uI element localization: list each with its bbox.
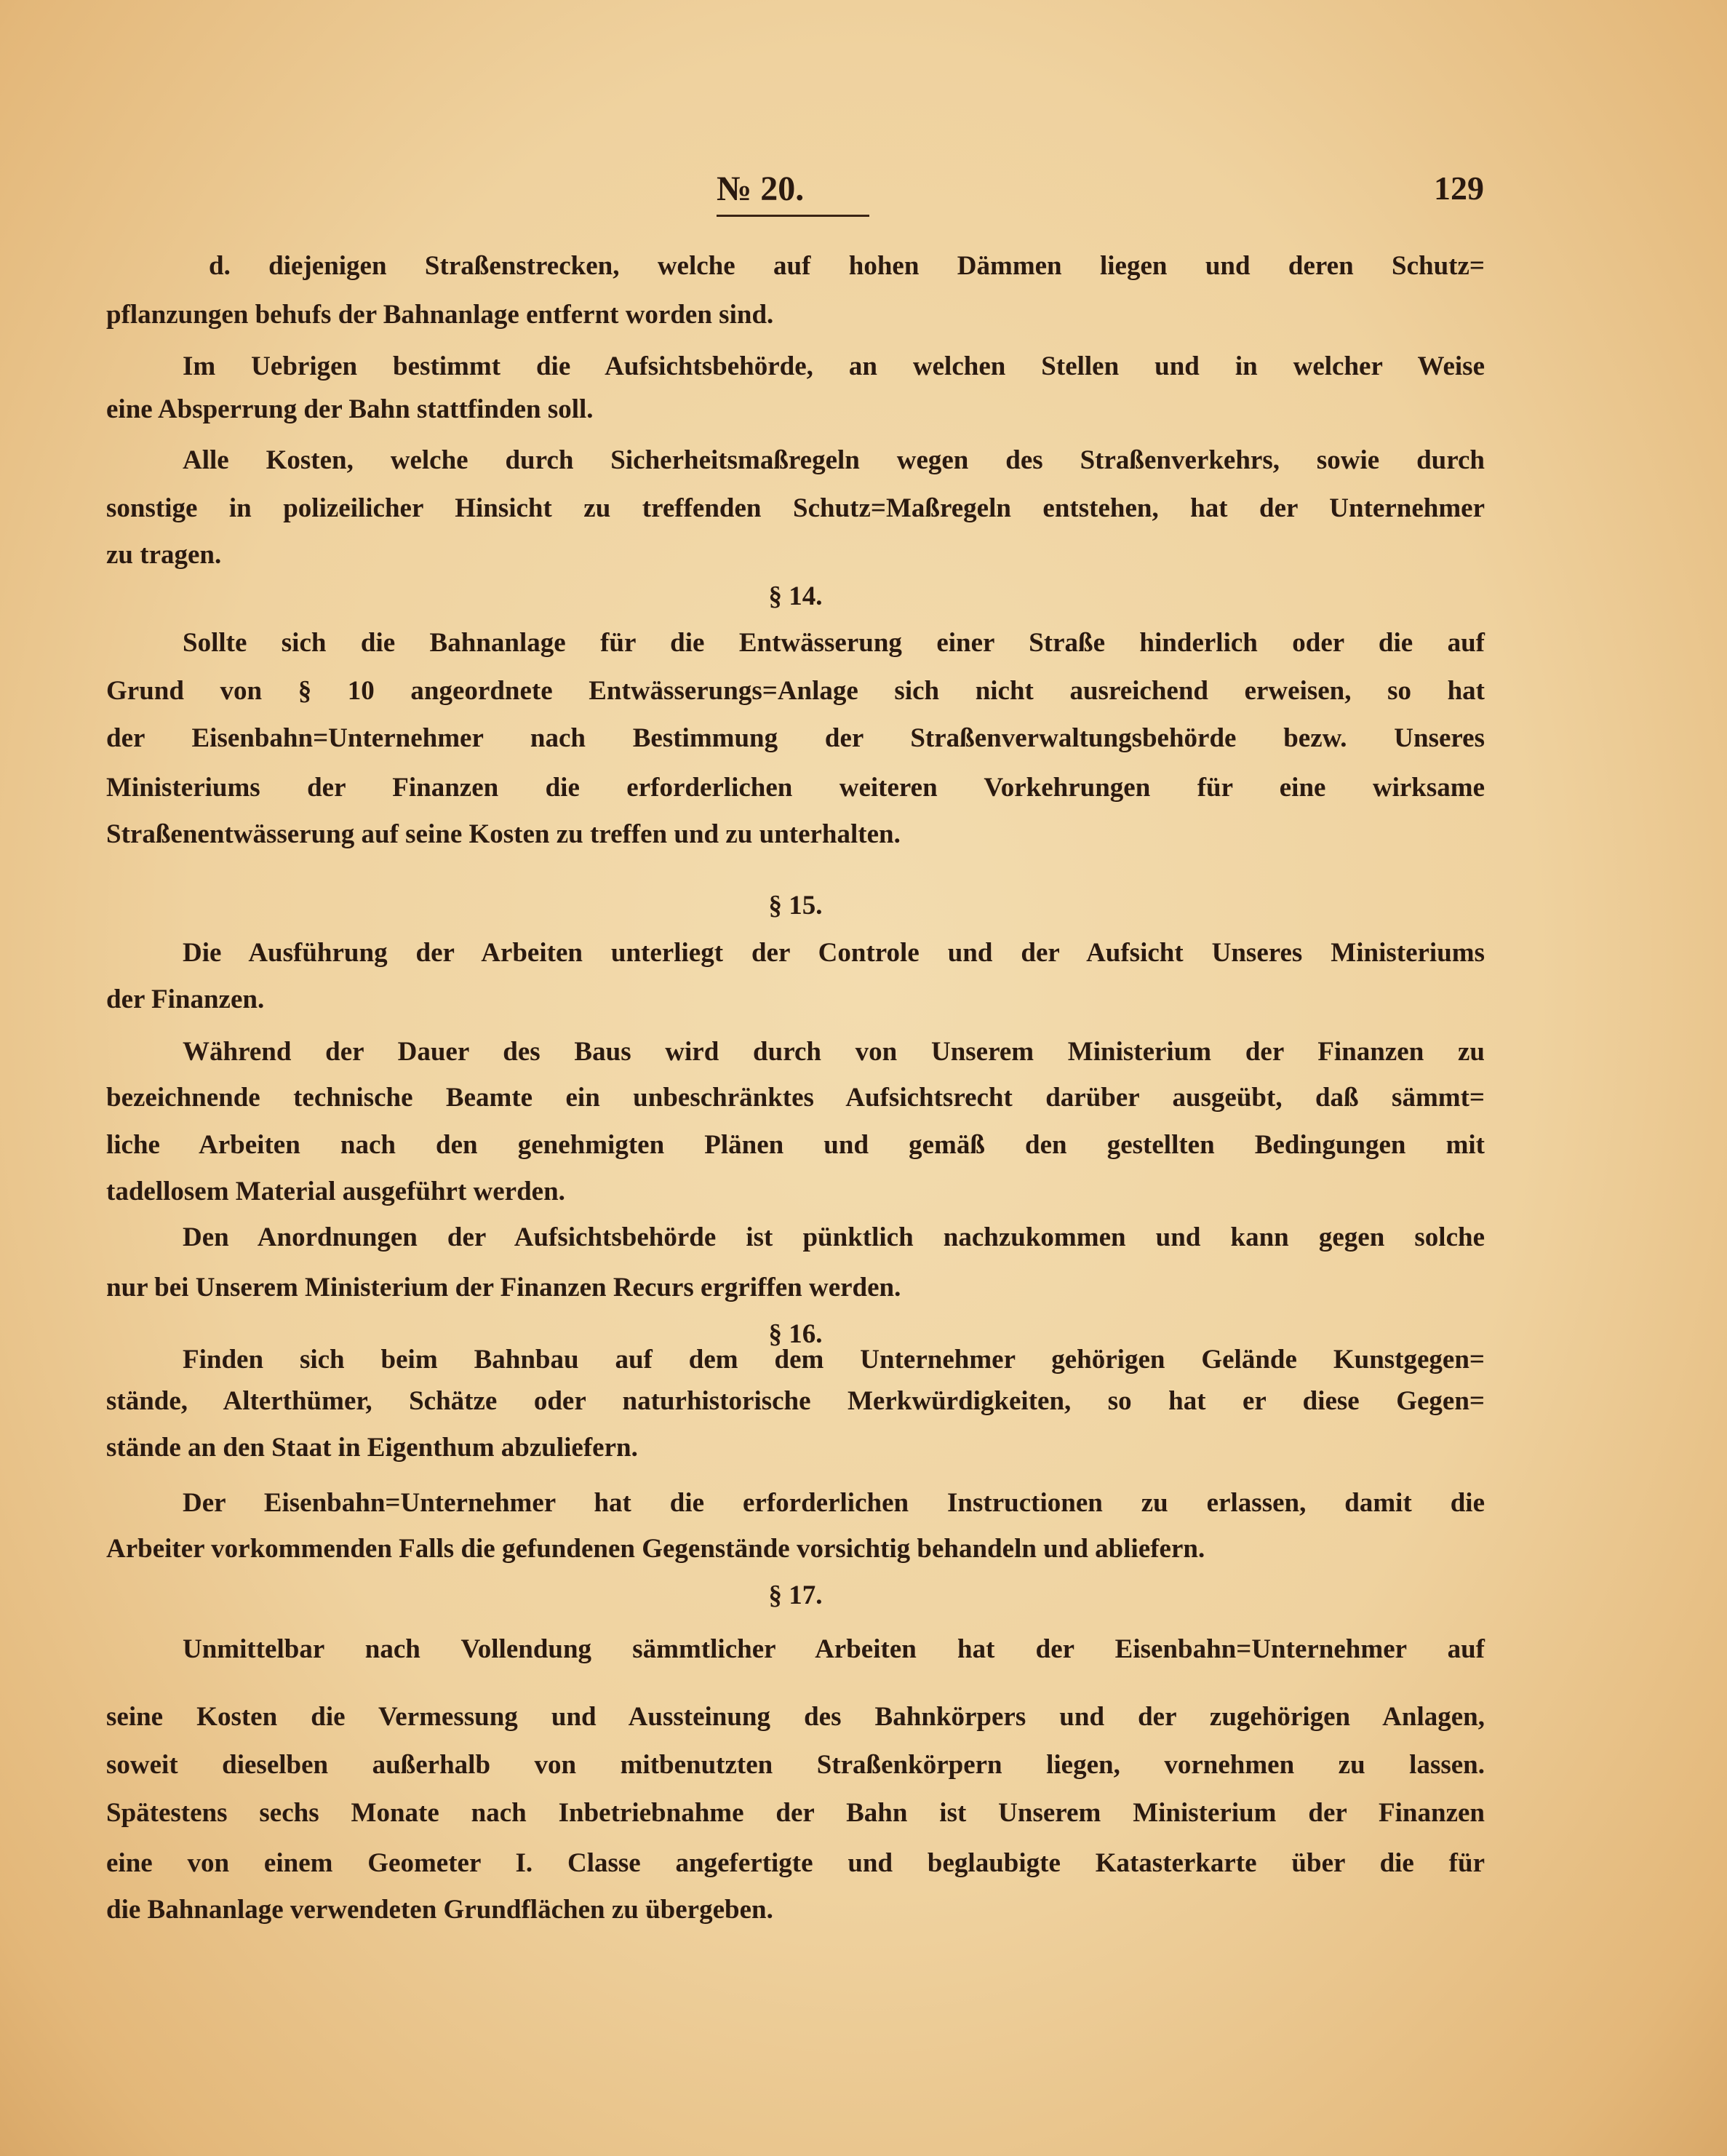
- text-line: Grund von § 10 angeordnete Entwässerungs=Anlage sich nicht ausreichend erweisen, so hat: [106, 676, 1485, 706]
- text-line: Sollte sich die Bahnanlage für die Entwässerung einer Straße hinderlich oder die auf: [183, 628, 1485, 658]
- section-heading: § 17.: [768, 1580, 823, 1610]
- text-line: nur bei Unserem Ministerium der Finanzen Recurs ergriffen werden.: [106, 1273, 901, 1302]
- text-line: liche Arbeiten nach den genehmigten Plänen und gemäß den gestellten Bedingungen mit: [106, 1130, 1485, 1160]
- text-line: stände, Alterthümer, Schätze oder naturhistorische Merkwürdigkeiten, so hat er diese Gegen=: [106, 1386, 1485, 1416]
- issue-number: № 20.: [717, 170, 805, 208]
- text-line: zu tragen.: [106, 540, 222, 570]
- page-number: 129: [1434, 170, 1484, 207]
- section-heading: § 16.: [768, 1319, 823, 1349]
- text-line: seine Kosten die Vermessung und Aussteinung des Bahnkörpers und der zugehörigen Anlagen,: [106, 1702, 1485, 1732]
- text-line: sonstige in polizeilicher Hinsicht zu treffenden Schutz=Maßregeln entstehen, hat der Unternehmer: [106, 493, 1485, 523]
- text-line: Arbeiter vorkommenden Falls die gefundenen Gegenstände vorsichtig behandeln und abliefern.: [106, 1534, 1205, 1564]
- text-line: eine Absperrung der Bahn stattfinden soll.: [106, 394, 594, 424]
- text-line: Unmittelbar nach Vollendung sämmtlicher Arbeiten hat der Eisenbahn=Unternehmer auf: [183, 1634, 1485, 1664]
- header-rule: [717, 215, 869, 217]
- section-heading: § 14.: [768, 581, 823, 611]
- text-line: Die Ausführung der Arbeiten unterliegt der Controle und der Aufsicht Unseres Ministeriums: [183, 938, 1485, 968]
- text-line: der Finanzen.: [106, 984, 265, 1014]
- text-line: Ministeriums der Finanzen die erforderlichen weiteren Vorkehrungen für eine wirksame: [106, 773, 1485, 803]
- text-line: eine von einem Geometer I. Classe angefertigte und beglaubigte Katasterkarte über die für: [106, 1848, 1485, 1878]
- text-line: Im Uebrigen bestimmt die Aufsichtsbehörde, an welchen Stellen und in welcher Weise: [183, 351, 1485, 381]
- text-line: stände an den Staat in Eigenthum abzuliefern.: [106, 1433, 638, 1463]
- text-line: Den Anordnungen der Aufsichtsbehörde ist pünktlich nachzukommen und kann gegen solche: [183, 1222, 1485, 1252]
- text-line: Straßenentwässerung auf seine Kosten zu treffen und zu unterhalten.: [106, 819, 901, 849]
- text-line: die Bahnanlage verwendeten Grundflächen zu übergeben.: [106, 1895, 773, 1925]
- text-line: Der Eisenbahn=Unternehmer hat die erforderlichen Instructionen zu erlassen, damit die: [183, 1488, 1485, 1518]
- text-line: Alle Kosten, welche durch Sicherheitsmaßregeln wegen des Straßenverkehrs, sowie durch: [183, 445, 1485, 475]
- text-line: tadellosem Material ausgeführt werden.: [106, 1177, 565, 1206]
- text-line: Finden sich beim Bahnbau auf dem dem Unternehmer gehörigen Gelände Kunstgegen=: [183, 1345, 1485, 1375]
- text-line: bezeichnende technische Beamte ein unbeschränktes Aufsichtsrecht darüber ausgeübt, daß sämmt=: [106, 1083, 1485, 1113]
- text-line: der Eisenbahn=Unternehmer nach Bestimmung der Straßenverwaltungsbehörde bezw. Unseres: [106, 723, 1485, 753]
- text-line: Während der Dauer des Baus wird durch von Unserem Ministerium der Finanzen zu: [183, 1037, 1485, 1067]
- text-line: Spätestens sechs Monate nach Inbetriebnahme der Bahn ist Unserem Ministerium der Finanzen: [106, 1798, 1485, 1828]
- text-line: soweit dieselben außerhalb von mitbenutzten Straßenkörpern liegen, vornehmen zu lassen.: [106, 1750, 1485, 1780]
- text-line: pflanzungen behufs der Bahnanlage entfernt worden sind.: [106, 300, 774, 330]
- section-heading: § 15.: [768, 891, 823, 920]
- text-line: d. diejenigen Straßenstrecken, welche auf hohen Dämmen liegen und deren Schutz=: [209, 251, 1485, 281]
